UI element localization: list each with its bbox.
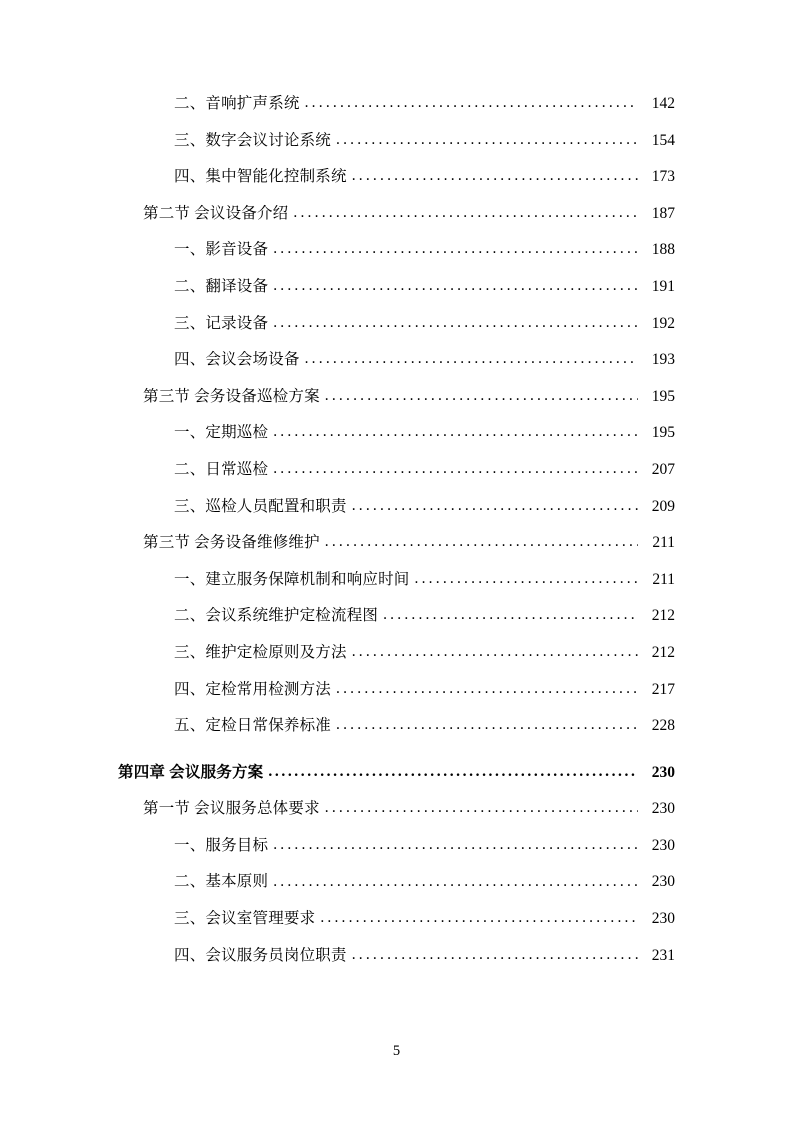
- toc-entry-page-number: 192: [651, 314, 675, 332]
- toc-leader-dots: [336, 718, 638, 734]
- page-number-footer: 5: [392, 1043, 401, 1059]
- toc-entry-label: 二、翻译设备: [174, 277, 269, 295]
- toc-entry[interactable]: [118, 765, 675, 802]
- toc-entry-label: 一、服务目标: [174, 836, 269, 854]
- toc-entry-page-number: 212: [651, 607, 675, 625]
- toc-entry-page-number: 173: [651, 168, 675, 186]
- toc-entry-label: 二、会议系统维护定检流程图: [174, 607, 379, 625]
- toc-entry[interactable]: [118, 608, 675, 645]
- toc-entry-page-number: 230: [651, 763, 675, 781]
- toc-entry[interactable]: [118, 133, 675, 170]
- toc-entry-label: 第一节 会议服务总体要求: [143, 800, 320, 818]
- toc-entry-page-number: 187: [651, 204, 675, 222]
- toc-entry[interactable]: [118, 242, 675, 279]
- toc-entry-label: 三、巡检人员配置和职责: [174, 497, 347, 515]
- toc-entry[interactable]: [118, 645, 675, 682]
- toc-entry[interactable]: [118, 535, 675, 572]
- toc-entry-label: 二、基本原则: [174, 873, 269, 891]
- toc-entry-label: 四、集中智能化控制系统: [174, 168, 347, 186]
- toc-entry-page-number: 195: [651, 387, 675, 405]
- toc-leader-dots: [336, 133, 638, 149]
- toc-entry-page-number: 230: [651, 873, 675, 891]
- toc-entry-label: 二、音响扩声系统: [174, 95, 300, 112]
- toc-leader-dots: [273, 425, 638, 441]
- toc-entry-page-number: 142: [651, 95, 675, 112]
- toc-entry-label: 五、定检日常保养标准: [174, 717, 332, 735]
- toc-leader-dots: [352, 948, 638, 964]
- toc-entry-page-number: 211: [652, 534, 675, 552]
- toc-leader-dots: [273, 316, 638, 332]
- toc-entry-page-number: 228: [651, 717, 675, 735]
- toc-entry-page-number: 230: [651, 910, 675, 928]
- toc-entry-page-number: 217: [651, 680, 675, 698]
- toc-entry-page-number: 191: [651, 277, 675, 295]
- toc-entry-label: 四、会议服务员岗位职责: [174, 946, 347, 964]
- toc-entry[interactable]: [118, 948, 675, 985]
- toc-entry-label: 三、维护定检原则及方法: [174, 643, 347, 661]
- toc-entry-label: 一、定期巡检: [174, 424, 269, 442]
- toc-leader-dots: [383, 608, 638, 624]
- toc-entry-page-number: 231: [651, 946, 675, 964]
- toc-leader-dots: [352, 169, 638, 185]
- toc-entry-page-number: 193: [651, 351, 675, 369]
- toc-leader-dots: [273, 462, 638, 478]
- toc-entry[interactable]: [118, 96, 675, 133]
- toc-entry-page-number: 209: [651, 497, 675, 515]
- toc-entry[interactable]: [118, 279, 675, 316]
- toc-entry-label: 第二节 会议设备介绍: [143, 204, 289, 222]
- toc-entry-page-number: 212: [651, 643, 675, 661]
- toc-entry-label: 三、会议室管理要求: [174, 910, 316, 928]
- toc-leader-dots: [415, 572, 638, 588]
- toc-leader-dots: [325, 389, 638, 405]
- toc-entry[interactable]: [118, 462, 675, 499]
- toc-entry-label: 四、会议会场设备: [174, 351, 300, 369]
- toc-leader-dots: [325, 801, 638, 817]
- table-of-contents: [118, 96, 675, 984]
- toc-entry-label: 第三节 会务设备巡检方案: [143, 387, 320, 405]
- toc-leader-dots: [273, 874, 638, 890]
- toc-entry[interactable]: [118, 499, 675, 536]
- toc-leader-dots: [273, 838, 638, 854]
- toc-entry-page-number: 207: [651, 460, 675, 478]
- toc-entry-label: 第四章 会议服务方案: [118, 763, 264, 781]
- toc-entry-label: 三、记录设备: [174, 314, 269, 332]
- toc-entry[interactable]: [118, 389, 675, 426]
- toc-leader-dots: [305, 352, 638, 368]
- toc-entry[interactable]: [118, 838, 675, 875]
- toc-leader-dots: [352, 499, 638, 515]
- toc-leader-dots: [305, 96, 638, 112]
- toc-entry-label: 一、建立服务保障机制和响应时间: [174, 570, 410, 588]
- toc-entry-label: 四、定检常用检测方法: [174, 680, 332, 698]
- toc-entry-page-number: 195: [651, 424, 675, 442]
- toc-entry-page-number: 211: [652, 570, 675, 588]
- toc-entry-label: 二、日常巡检: [174, 460, 269, 478]
- toc-entry-label: 第三节 会务设备维修维护: [143, 534, 320, 552]
- toc-leader-dots: [320, 911, 638, 927]
- toc-entry-label: 三、数字会议讨论系统: [174, 131, 332, 149]
- toc-entry[interactable]: [118, 718, 675, 755]
- toc-entry[interactable]: [118, 911, 675, 948]
- toc-entry-page-number: 230: [651, 836, 675, 854]
- toc-entry[interactable]: [118, 169, 675, 206]
- toc-entry-page-number: 154: [651, 131, 675, 149]
- toc-entry-page-number: 188: [651, 241, 675, 259]
- toc-entry[interactable]: [118, 206, 675, 243]
- toc-leader-dots: [293, 206, 638, 222]
- toc-entry[interactable]: [118, 425, 675, 462]
- toc-entry-label: 一、影音设备: [174, 241, 269, 259]
- toc-leader-dots: [273, 242, 638, 258]
- toc-entry[interactable]: [118, 572, 675, 609]
- toc-leader-dots: [273, 279, 638, 295]
- toc-entry[interactable]: [118, 874, 675, 911]
- toc-entry[interactable]: [118, 352, 675, 389]
- toc-entry-page-number: 230: [651, 800, 675, 818]
- toc-entry[interactable]: [118, 801, 675, 838]
- toc-entry[interactable]: [118, 682, 675, 719]
- toc-leader-dots: [325, 535, 638, 551]
- toc-leader-dots: [336, 682, 638, 698]
- toc-entry[interactable]: [118, 316, 675, 353]
- toc-leader-dots: [352, 645, 638, 661]
- toc-leader-dots: [268, 765, 638, 781]
